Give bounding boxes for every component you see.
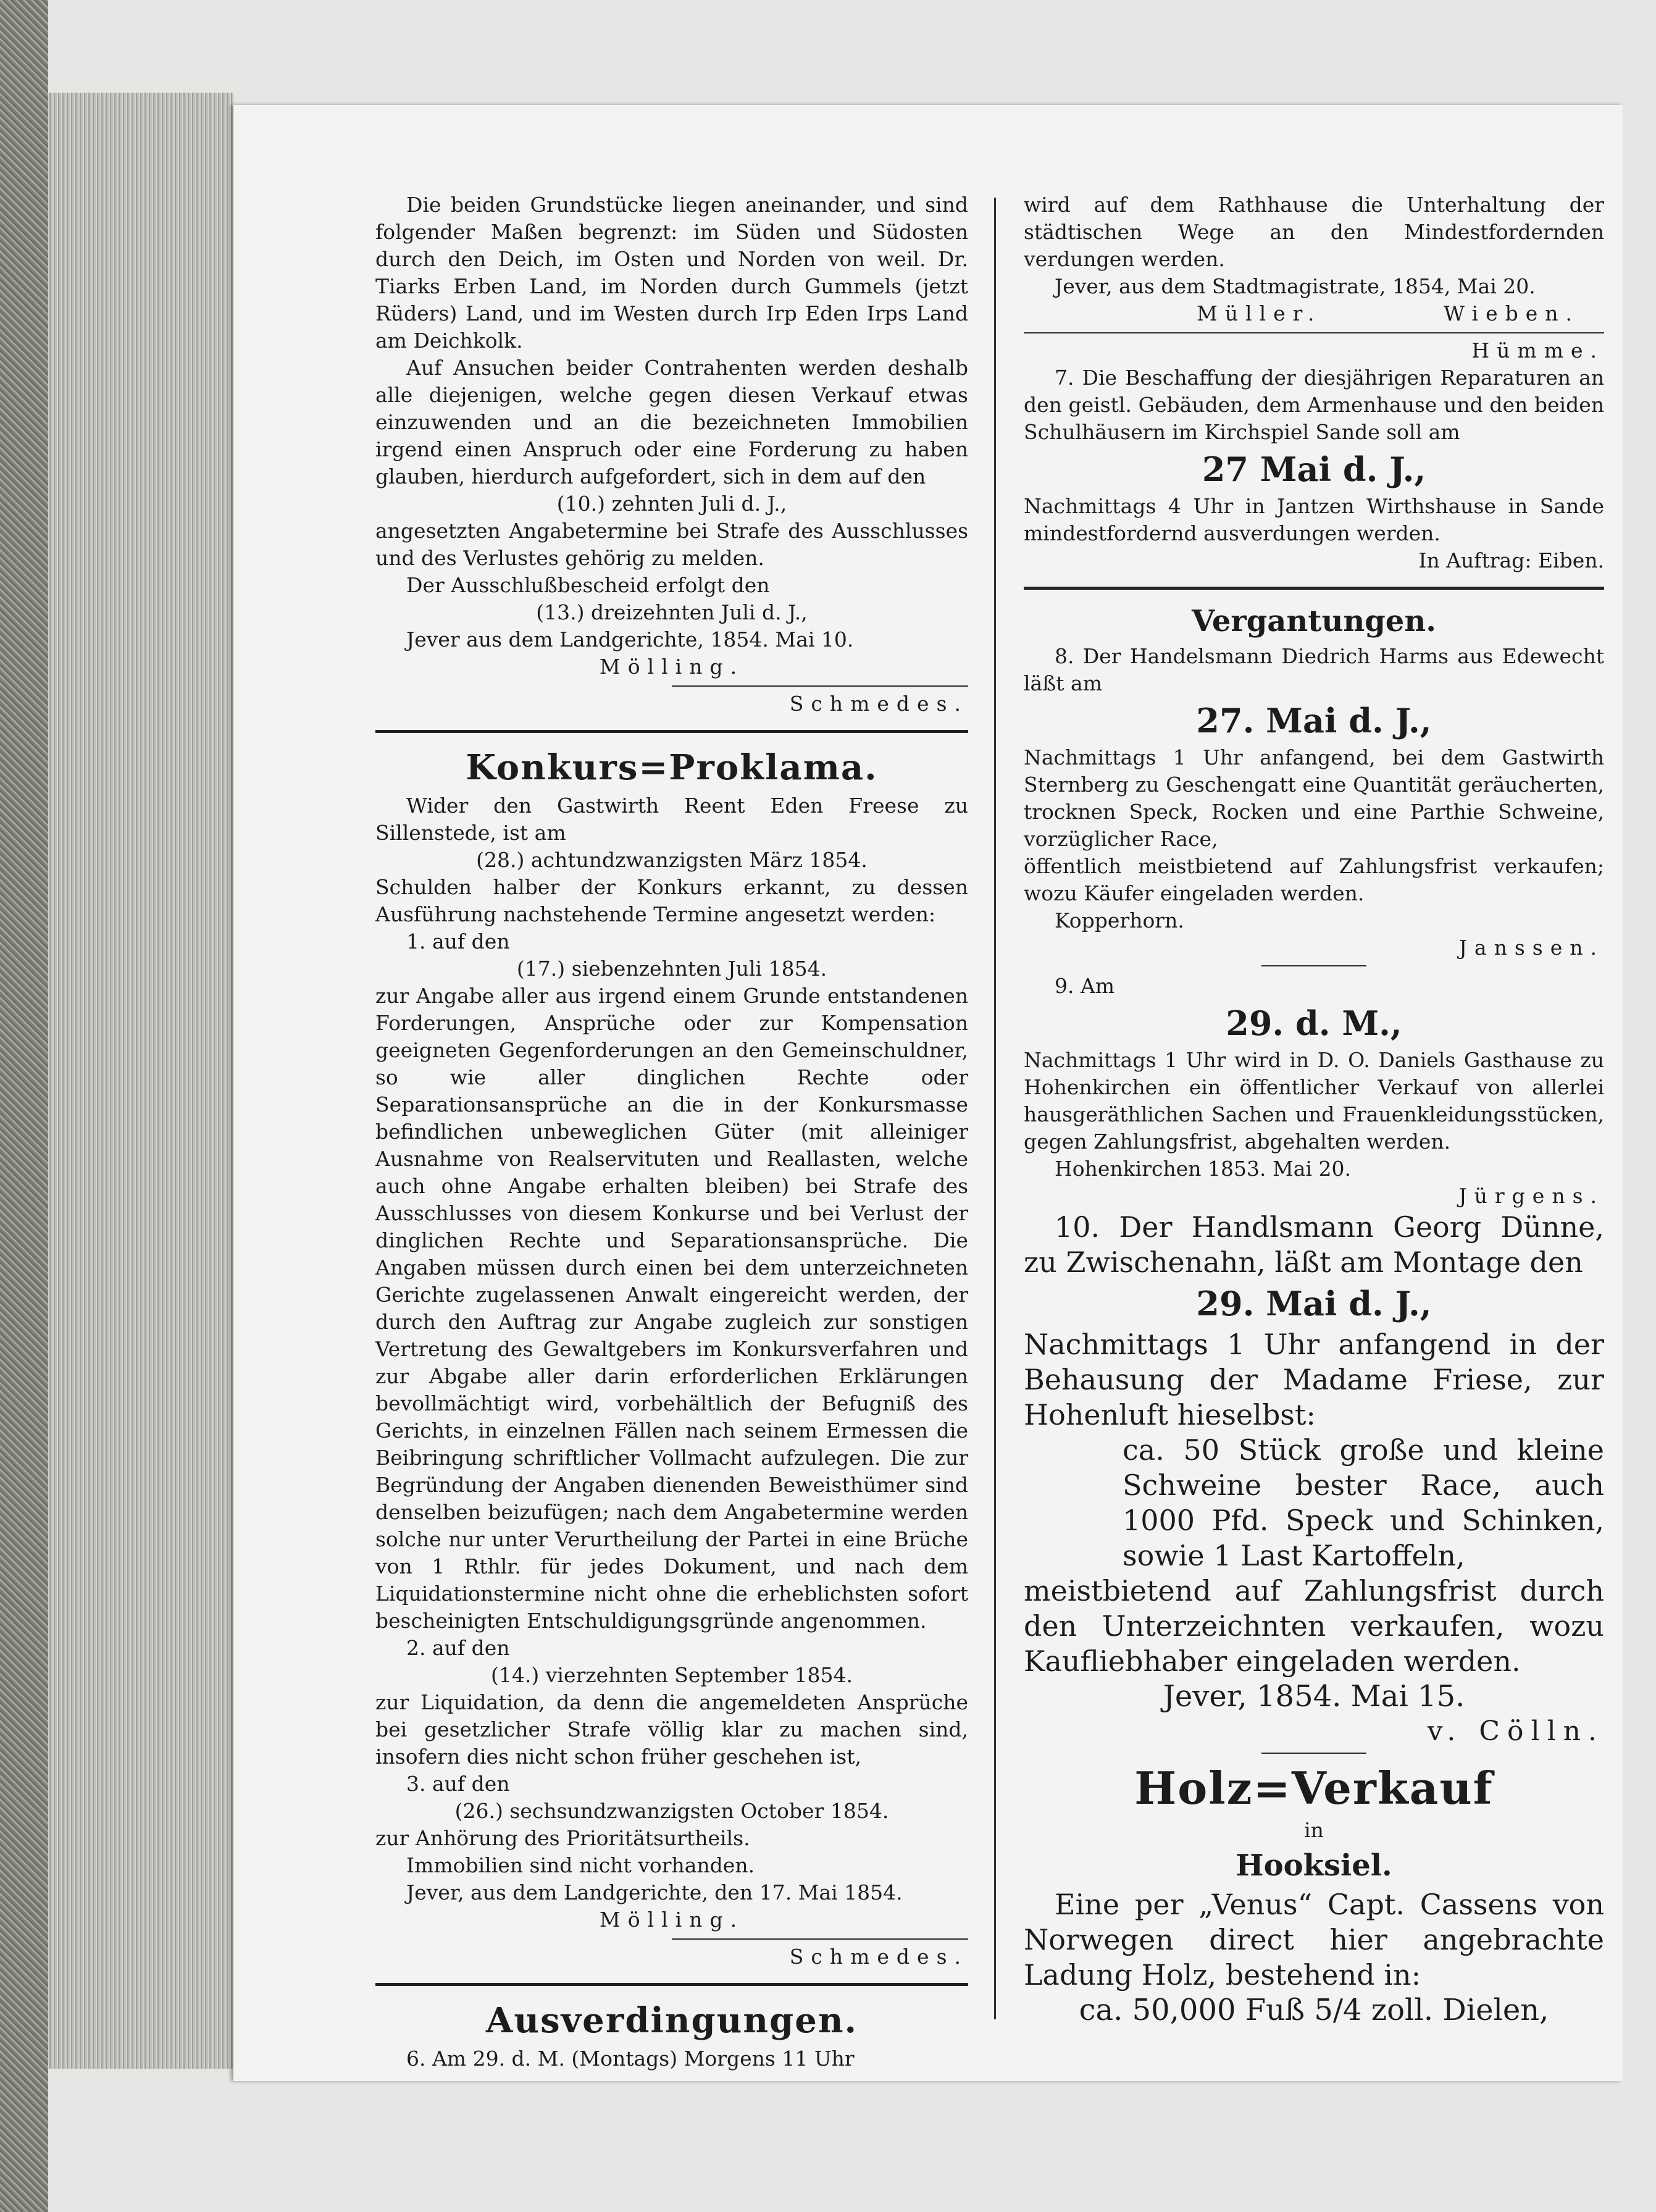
paragraph: 6. Am 29. d. M. (Montags) Morgens 11 Uhr <box>406 2047 855 2071</box>
paragraph-large: ca. 50 Stück große und kleine Schweine bester Race, auch 1000 Pfd. Speck und Schinken, sowie 1 Last Kartoffeln, <box>1123 1433 1604 1572</box>
paragraph: Wider den Gastwirth Reent Eden Freese zu Sillenstede, ist am <box>375 794 968 845</box>
signature: Mölling. <box>599 655 745 679</box>
list-item: 2. auf den <box>406 1636 510 1660</box>
date-heading: 27 Mai d. J., <box>1202 450 1426 489</box>
place-date: Hohenkirchen 1853. Mai 20. <box>1055 1157 1351 1181</box>
rule <box>1024 332 1604 333</box>
section-divider <box>1024 587 1604 590</box>
paragraph: 9. Am <box>1055 974 1115 998</box>
signature: In Auftrag: Eiben. <box>1418 548 1604 572</box>
date-heading: 29. d. M., <box>1226 1003 1402 1043</box>
date-line: (17.) siebenzehnten Juli 1854. <box>516 957 827 981</box>
section-title-konkurs: Konkurs=Proklama. <box>466 747 878 788</box>
signature: Wieben. <box>1444 301 1579 325</box>
paragraph: zur Liquidation, da denn die angemeldeten Ansprüche bei gesetzlicher Strafe völlig klar zu machen sind, insofern dies nicht schon früher geschehen ist, <box>375 1690 968 1769</box>
date-line: (26.) sechsundzwanzigsten October 1854. <box>454 1799 889 1823</box>
paragraph: wird auf dem Rathhause die Unterhaltung der städtischen Wege an den Mindestfordernden verdungen werden. <box>1024 193 1604 271</box>
date-heading: 27. Mai d. J., <box>1196 701 1432 740</box>
book-edge <box>48 93 233 2069</box>
signature: Hümme. <box>1471 338 1604 362</box>
date-line: (10.) zehnten Juli d. J., <box>556 492 787 516</box>
paragraph-large: meistbietend auf Zahlungsfrist durch den Unterzeichnten verkaufen, wozu Kaufliebhaber eingeladen werden. <box>1024 1574 1604 1678</box>
place-date: Jever aus dem Landgerichte, 1854. Mai 10. <box>406 627 854 651</box>
section-divider <box>375 730 968 733</box>
paragraph: zur Angabe aller aus irgend einem Grunde entstandenen Forderungen, Ansprüche oder zur Kompensation geeigneten Gegenforderungen an den Gemeinschuldner, so wie aller dinglichen Rechte oder Separationsansprüche an die in der Konkursmasse befindlichen unbeweglichen Güter (mit alleiniger Ausnahme von Realservituten und Reallasten, welche auch ohne Angabe erhalten bleiben) bei Strafe des Ausschlusses von diesem Konkurse und bei Verlust der dinglichen Rechte und Separationsansprüche. Die Angaben müssen durch einen bei dem unterzeichneten Gerichte zugelassenen Anwalt eingereicht werden, der durch den Auftrag zur Angabe zugleich zur sonstigen Vertretung des Gewaltgebers im Konkursverfahren und zur Abgabe aller darin erforderlichen Erklärungen bevollmächtigt wird, vorbehältlich der Befugniß des Gerichts, in einzelnen Fällen nach seinem Ermessen die Beibringung schriftlicher Vollmacht aufzulegen. Die zur Begründung der Angaben dienenden Beweisthümer sind denselben beizufügen; nach dem Angabetermine werden solche nur unter Verurtheilung der Partei in eine Brüche von 1 Rthlr. für jedes Dokument, und nach dem Liquidationstermine nicht ohne die erheblichsten sofort bescheinigten Entschuldigungsgründe angenommen. <box>375 984 968 1633</box>
list-item: 3. auf den <box>406 1772 510 1796</box>
signature: v. Cölln. <box>1427 1716 1604 1747</box>
paragraph: Auf Ansuchen beider Contrahenten werden deshalb alle diejenigen, welche gegen diesen Verkauf etwas einzuwenden und an die bezeichneten Immobilien irgend einen Anspruch oder eine Forderung zu haben glauben, hierdurch aufgefordert, sich in dem auf den <box>375 356 968 488</box>
place: Kopperhorn. <box>1055 908 1184 932</box>
paragraph: Schulden halber der Konkurs erkannt, zu dessen Ausführung nachstehende Termine angesetzt werden: <box>375 875 968 926</box>
date-heading: 29. Mai d. J., <box>1196 1284 1432 1323</box>
rule <box>672 1938 968 1940</box>
paragraph: angesetzten Angabetermine bei Strafe des Ausschlusses und des Verlustes gehörig zu melden. <box>375 519 968 570</box>
newspaper-page <box>233 105 1623 2081</box>
paragraph: Immobilien sind nicht vorhanden. <box>406 1853 755 1877</box>
paragraph: öffentlich meistbietend auf Zahlungsfrist verkaufen; wozu Käufer eingeladen werden. <box>1024 854 1604 905</box>
signature-row <box>1024 300 1604 327</box>
text-line: in <box>1304 1818 1324 1842</box>
section-title-ausverdingungen: Ausverdingungen. <box>485 2000 858 2041</box>
signature: Schmedes. <box>789 692 968 716</box>
list-item: 1. auf den <box>406 929 510 953</box>
rule <box>672 685 968 687</box>
signature: Mölling. <box>599 1908 745 1932</box>
paragraph: Die beiden Grundstücke liegen aneinander, und sind folgender Maßen begrenzt: im Süden und Südosten durch den Deich, im Osten und Norden von weil. Dr. Tiarks Erben Land, im Norden durch Gummels (jetzt Rüders) Land, und im Westen durch Irp Eden Irps Land am Deichkolk. <box>375 193 968 353</box>
rule <box>1261 1753 1366 1754</box>
signature: Müller. <box>1197 301 1322 325</box>
right-column <box>1024 191 1604 2028</box>
paragraph-large: Eine per „Venus“ Capt. Cassens von Norwegen direct hier angebrachte Ladung Holz, bestehend in: <box>1024 1888 1604 1992</box>
place-date: Jever, 1854. Mai 15. <box>1163 1679 1465 1714</box>
paragraph-large: ca. 50,000 Fuß 5/4 zoll. Dielen, <box>1079 1993 1549 2027</box>
paragraph-large: Nachmittags 1 Uhr anfangend in der Behausung der Madame Friese, zur Hohenluft hieselbst: <box>1024 1328 1604 1431</box>
section-divider <box>375 1983 968 1986</box>
paragraph: 8. Der Handelsmann Diedrich Harms aus Edewecht läßt am <box>1024 644 1604 695</box>
paragraph: Der Ausschlußbescheid erfolgt den <box>406 573 770 597</box>
place-date: Jever, aus dem Stadtmagistrate, 1854, Mai 20. <box>1055 274 1536 298</box>
signature: Schmedes. <box>789 1945 968 1969</box>
place-date: Jever, aus dem Landgerichte, den 17. Mai 1854. <box>406 1880 903 1904</box>
paragraph: 7. Die Beschaffung der diesjährigen Reparaturen an den geistl. Gebäuden, dem Armenhause und den beiden Schulhäusern im Kirchspiel Sande soll am <box>1024 366 1604 444</box>
section-title-vergantungen: Vergantungen. <box>1192 604 1436 639</box>
place-heading: Hooksiel. <box>1236 1848 1392 1883</box>
paragraph: Nachmittags 1 Uhr wird in D. O. Daniels Gasthause zu Hohenkirchen ein öffentlicher Verkauf von allerlei hausgeräthlichen Sachen und Frauenkleidungsstücken, gegen Zahlungsfrist, abgehalten werden. <box>1024 1048 1604 1154</box>
paragraph-large: 10. Der Handlsmann Georg Dünne, zu Zwischenahn, läßt am Montage den <box>1024 1210 1604 1279</box>
paragraph: Nachmittags 1 Uhr anfangend, bei dem Gastwirth Sternberg zu Geschengatt eine Quantität geräucherten, trocknen Speck, Rocken und eine Parthie Schweine, vorzüglicher Race, <box>1024 745 1604 851</box>
rule <box>1261 965 1366 966</box>
scan-margin <box>0 0 48 2212</box>
column-divider <box>994 198 996 2019</box>
section-title-holz: Holz=Verkauf <box>1134 1762 1494 1814</box>
signature: Jürgens. <box>1458 1184 1604 1208</box>
date-line: (14.) vierzehnten September 1854. <box>491 1663 853 1687</box>
paragraph: Nachmittags 4 Uhr in Jantzen Wirthshause in Sande mindestfordernd ausverdungen werden. <box>1024 494 1604 545</box>
paragraph: zur Anhörung des Prioritätsurtheils. <box>375 1826 750 1850</box>
date-line: (13.) dreizehnten Juli d. J., <box>536 600 808 624</box>
date-line: (28.) achtundzwanzigsten März 1854. <box>476 848 868 872</box>
signature: Janssen. <box>1458 936 1604 960</box>
left-column <box>375 191 968 2072</box>
